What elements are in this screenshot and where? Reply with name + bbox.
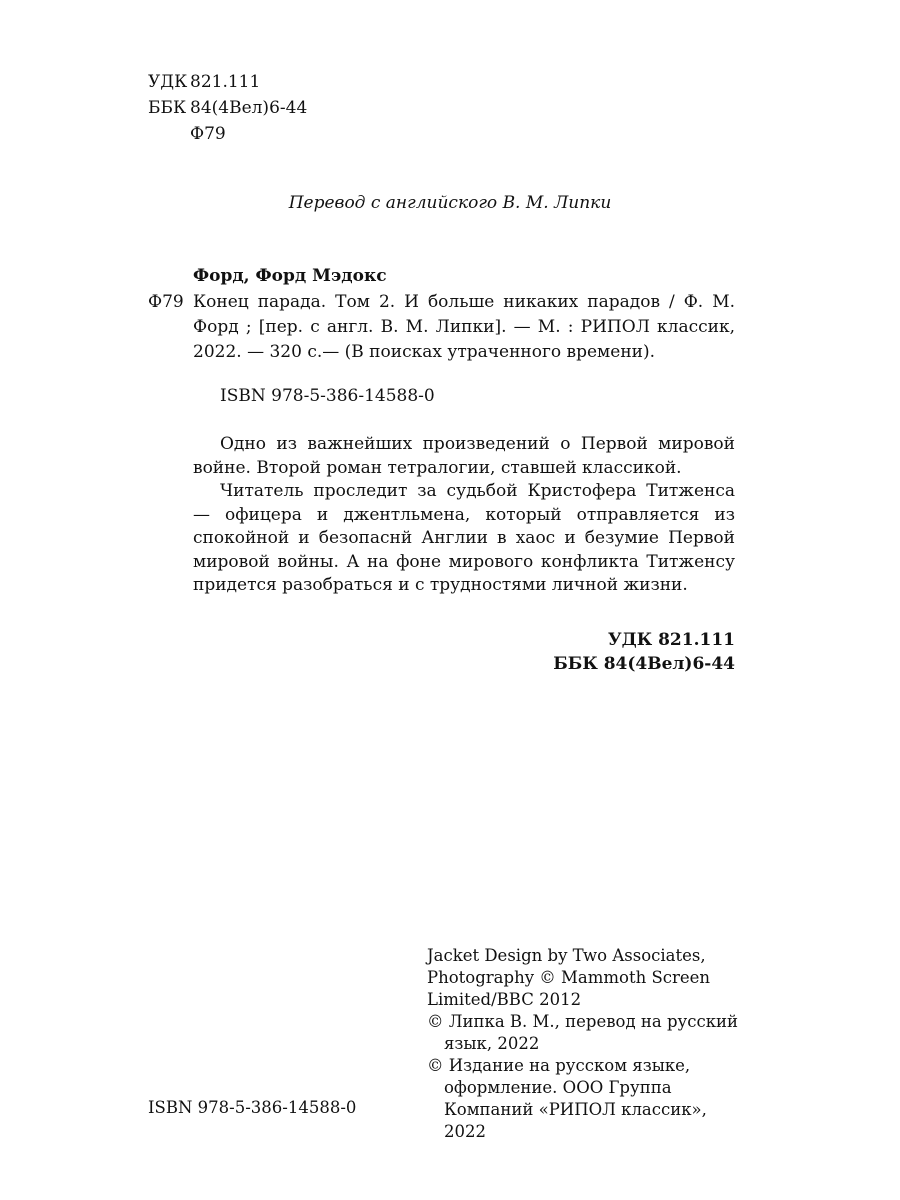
udk-bottom: УДК 821.111 — [607, 630, 735, 650]
credit-line-2: Photography © Mammoth Screen — [427, 968, 711, 987]
udk-top-row — [148, 70, 260, 94]
udk-label: УДК — [148, 72, 188, 92]
translator-note: Перевод с английского В. М. Липки — [288, 193, 612, 213]
credit-line-1: Jacket Design by Two Associates, — [427, 946, 706, 965]
annotation-paragraph-2: Читатель проследит за судьбой Кристофера Титженса — офицера и джентльмена, который отправляется из спокойной и безопаснй Англии в хаос и безумие Первой мировой войны. А на фоне мирового конфликта Титженсу придется разобраться и с трудностями личной жизни. — [193, 481, 735, 595]
credit-line-3: Limited/BBC 2012 — [427, 990, 582, 1009]
author-heading: Форд, Форд Мэдокс — [193, 266, 387, 286]
bibliographic-description: Конец парада. Том 2. И больше никаких парадов / Ф. М. Форд ; [пер. с англ. В. М. Липки]. — М. : РИПОЛ классик, 2022. — 320 с.— (В поисках утраченного времени). — [193, 292, 735, 362]
copyright-block — [427, 945, 747, 1143]
bbk-bottom: ББК 84(4Вел)6-44 — [553, 654, 735, 674]
author-mark-top: Ф79 — [190, 124, 226, 144]
isbn-entry: ISBN 978-5-386-14588-0 — [220, 386, 435, 406]
isbn-bottom: ISBN 978-5-386-14588-0 — [148, 1098, 357, 1117]
bbk-label: ББК — [148, 98, 187, 118]
annotation-paragraph-1: Одно из важнейших произведений о Первой мировой войне. Второй роман тетралогии, ставшей классикой. — [193, 434, 735, 478]
copyright-translation: © Липка В. М., перевод на русский язык, 2022 — [427, 1012, 739, 1053]
annotation — [193, 433, 735, 598]
bbk-top-row — [148, 96, 307, 120]
bbk-value: 84(4Вел)6-44 — [190, 98, 308, 118]
copyright-edition: © Издание на русском языке, оформление. ООО Группа Компаний «РИПОЛ классик», 2022 — [427, 1056, 707, 1141]
author-mark-top-row — [148, 122, 226, 146]
classification-right — [553, 628, 735, 676]
udk-value: 821.111 — [190, 72, 261, 92]
author-mark: Ф79 — [148, 292, 184, 312]
